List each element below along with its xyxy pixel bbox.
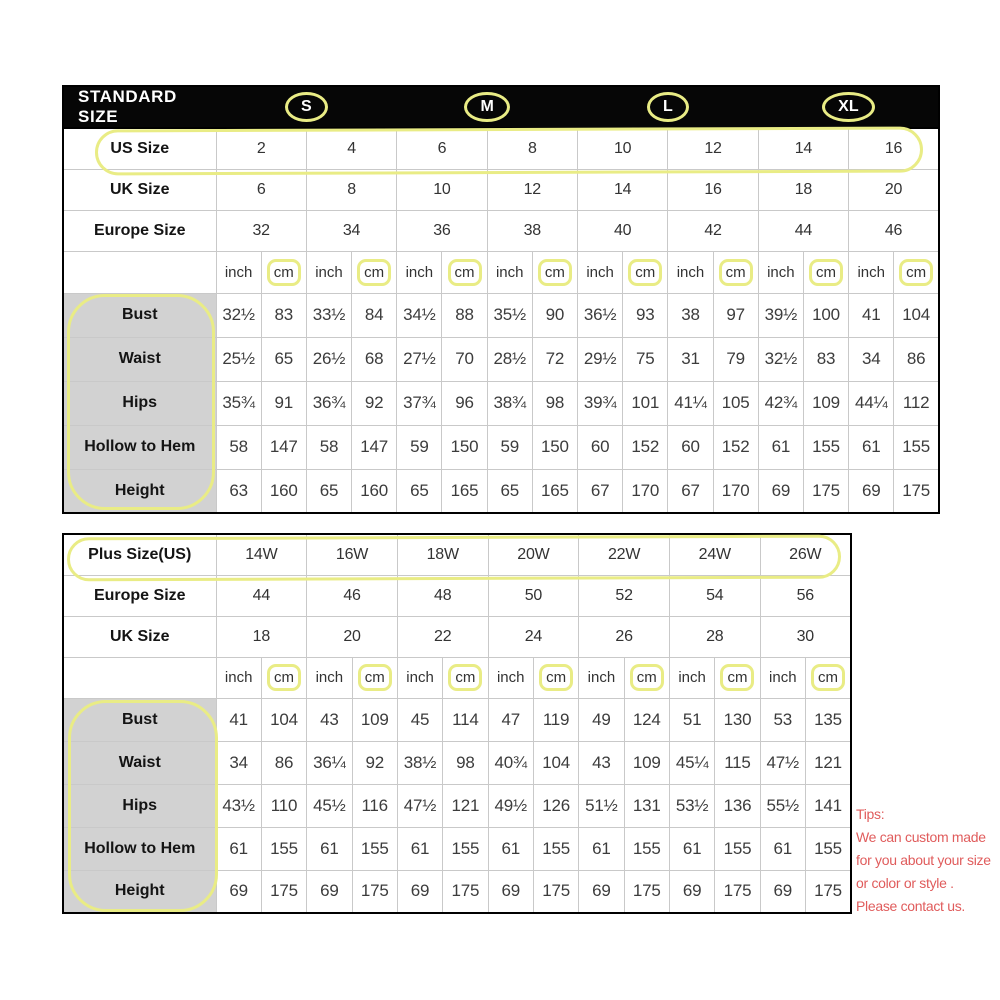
measure-value: 47	[488, 698, 533, 741]
cm-unit-cell	[533, 657, 578, 698]
measure-value: 36½	[578, 293, 623, 337]
measure-value: 121	[805, 741, 851, 784]
tips-line: Please contact us.	[856, 898, 965, 914]
measure-value: 175	[803, 469, 848, 513]
measure-value: 152	[713, 425, 758, 469]
standard-size-title: STANDARD SIZE	[63, 86, 216, 128]
measure-value: 37¾	[397, 381, 442, 425]
measure-value: 115	[715, 741, 760, 784]
size-value: 22	[397, 616, 488, 657]
measure-value: 61	[849, 425, 894, 469]
measure-value: 69	[579, 870, 624, 913]
unit-row-label	[63, 657, 216, 698]
measure-value: 91	[261, 381, 306, 425]
measure-value: 38½	[397, 741, 442, 784]
measure-row	[63, 741, 851, 784]
size-value: 42	[668, 210, 758, 251]
measure-value: 101	[623, 381, 668, 425]
measure-value: 126	[533, 784, 578, 827]
size-row-label: Europe Size	[63, 575, 216, 616]
size-value: 46	[849, 210, 939, 251]
measure-value: 51½	[579, 784, 624, 827]
measure-row-label: Bust	[63, 293, 216, 337]
size-value: 14	[758, 128, 848, 169]
size-value: 46	[307, 575, 398, 616]
measure-row	[63, 293, 939, 337]
measure-value: 116	[352, 784, 397, 827]
size-value: 18	[216, 616, 307, 657]
measure-row-label: Height	[63, 469, 216, 513]
measure-value: 44¼	[849, 381, 894, 425]
inch-unit-label: inch	[397, 657, 442, 698]
measure-value: 155	[443, 827, 488, 870]
measure-row-label: Height	[63, 870, 216, 913]
measure-value: 92	[352, 381, 397, 425]
measure-value: 155	[533, 827, 578, 870]
cm-unit-cell	[803, 251, 848, 293]
cm-unit-cell	[443, 657, 488, 698]
size-value: 10	[578, 128, 668, 169]
cm-unit-cell	[713, 251, 758, 293]
measure-value: 150	[532, 425, 577, 469]
measure-value: 155	[894, 425, 939, 469]
measure-row	[63, 784, 851, 827]
measure-value: 41¼	[668, 381, 713, 425]
inch-unit-label: inch	[579, 657, 624, 698]
size-xl-circle-annotation: XL	[822, 92, 874, 122]
measure-value: 27½	[397, 337, 442, 381]
size-group-m	[397, 86, 578, 128]
measure-value: 150	[442, 425, 487, 469]
tips-title: Tips:	[856, 806, 885, 822]
size-group-s	[216, 86, 397, 128]
measure-value: 61	[216, 827, 261, 870]
size-value: 8	[306, 169, 396, 210]
measure-value: 32½	[758, 337, 803, 381]
measure-row	[63, 337, 939, 381]
measure-value: 175	[805, 870, 851, 913]
cm-box-annotation: cm	[267, 259, 301, 286]
measure-value: 45	[397, 698, 442, 741]
size-value: 44	[216, 575, 307, 616]
size-row	[63, 128, 939, 169]
measure-value: 36¾	[306, 381, 351, 425]
cm-box-annotation: cm	[719, 259, 753, 286]
measure-value: 86	[894, 337, 939, 381]
size-value: 20W	[488, 534, 579, 575]
measure-value: 170	[713, 469, 758, 513]
measure-value: 32½	[216, 293, 261, 337]
size-row-label: UK Size	[63, 616, 216, 657]
cm-unit-cell	[715, 657, 760, 698]
measure-value: 38	[668, 293, 713, 337]
measure-value: 69	[397, 870, 442, 913]
cm-box-annotation: cm	[630, 664, 664, 691]
measure-value: 104	[533, 741, 578, 784]
size-value: 14W	[216, 534, 307, 575]
measure-value: 109	[624, 741, 669, 784]
tips-line: or color or style .	[856, 875, 954, 891]
size-value: 16W	[307, 534, 398, 575]
measure-value: 88	[442, 293, 487, 337]
measure-value: 131	[624, 784, 669, 827]
measure-value: 67	[668, 469, 713, 513]
standard-size-table	[62, 85, 940, 514]
size-row	[63, 534, 851, 575]
measure-value: 34	[216, 741, 261, 784]
inch-unit-label: inch	[216, 657, 261, 698]
measure-value: 41	[849, 293, 894, 337]
size-row-label: Plus Size(US)	[63, 534, 216, 575]
cm-unit-cell	[442, 251, 487, 293]
measure-value: 43	[579, 741, 624, 784]
inch-unit-label: inch	[669, 657, 714, 698]
measure-value: 152	[623, 425, 668, 469]
size-value: 24W	[669, 534, 760, 575]
measure-value: 42¾	[758, 381, 803, 425]
measure-value: 155	[805, 827, 851, 870]
measure-value: 165	[442, 469, 487, 513]
measure-value: 155	[352, 827, 397, 870]
measure-value: 124	[624, 698, 669, 741]
measure-value: 51	[669, 698, 714, 741]
measure-value: 83	[803, 337, 848, 381]
measure-value: 104	[261, 698, 306, 741]
inch-unit-label: inch	[216, 251, 261, 293]
measure-value: 60	[668, 425, 713, 469]
size-value: 20	[307, 616, 398, 657]
measure-value: 69	[849, 469, 894, 513]
measure-value: 35½	[487, 293, 532, 337]
measure-value: 65	[261, 337, 306, 381]
measure-value: 49½	[488, 784, 533, 827]
measure-value: 90	[532, 293, 577, 337]
measure-value: 98	[443, 741, 488, 784]
measure-row	[63, 469, 939, 513]
size-value: 54	[669, 575, 760, 616]
measure-value: 175	[533, 870, 578, 913]
measure-value: 59	[397, 425, 442, 469]
plus-size-table	[62, 533, 852, 914]
size-value: 12	[668, 128, 758, 169]
measure-value: 35¾	[216, 381, 261, 425]
measure-value: 100	[803, 293, 848, 337]
inch-unit-label: inch	[760, 657, 805, 698]
measure-value: 136	[715, 784, 760, 827]
measure-value: 34	[849, 337, 894, 381]
measure-value: 69	[307, 870, 352, 913]
measure-value: 104	[894, 293, 939, 337]
measure-value: 69	[669, 870, 714, 913]
measure-value: 114	[443, 698, 488, 741]
measure-value: 43½	[216, 784, 261, 827]
size-l-circle-annotation: L	[647, 92, 689, 122]
measure-value: 70	[442, 337, 487, 381]
measure-row-label: Hollow to Hem	[63, 425, 216, 469]
size-value: 6	[397, 128, 487, 169]
measure-row	[63, 870, 851, 913]
measure-value: 45½	[307, 784, 352, 827]
size-value: 40	[578, 210, 668, 251]
measure-value: 75	[623, 337, 668, 381]
measure-row	[63, 827, 851, 870]
measure-row	[63, 381, 939, 425]
measure-row-label: Hollow to Hem	[63, 827, 216, 870]
unit-row-label	[63, 251, 216, 293]
measure-value: 65	[306, 469, 351, 513]
size-group-l	[578, 86, 759, 128]
cm-box-annotation: cm	[899, 259, 933, 286]
cm-box-annotation: cm	[809, 259, 843, 286]
measure-value: 79	[713, 337, 758, 381]
inch-unit-label: inch	[397, 251, 442, 293]
measure-row-label: Bust	[63, 698, 216, 741]
measure-value: 61	[397, 827, 442, 870]
measure-row-label: Waist	[63, 337, 216, 381]
size-value: 6	[216, 169, 306, 210]
measure-row-label: Hips	[63, 381, 216, 425]
size-value: 34	[306, 210, 396, 251]
measure-value: 147	[352, 425, 397, 469]
measure-value: 92	[352, 741, 397, 784]
measure-value: 39¾	[578, 381, 623, 425]
size-row-label: UK Size	[63, 169, 216, 210]
measure-value: 67	[578, 469, 623, 513]
measure-value: 110	[261, 784, 306, 827]
measure-value: 65	[487, 469, 532, 513]
tips-line: for you about your size	[856, 852, 991, 868]
inch-unit-label: inch	[578, 251, 623, 293]
size-row-label: Europe Size	[63, 210, 216, 251]
cm-box-annotation: cm	[448, 259, 482, 286]
measure-value: 63	[216, 469, 261, 513]
measure-value: 55½	[760, 784, 805, 827]
cm-box-annotation: cm	[720, 664, 754, 691]
unit-row	[63, 657, 851, 698]
size-value: 2	[216, 128, 306, 169]
measure-value: 147	[261, 425, 306, 469]
cm-unit-cell	[894, 251, 939, 293]
measure-value: 93	[623, 293, 668, 337]
measure-value: 28½	[487, 337, 532, 381]
size-value: 16	[849, 128, 939, 169]
inch-unit-label: inch	[488, 657, 533, 698]
size-value: 44	[758, 210, 848, 251]
measure-value: 61	[760, 827, 805, 870]
size-value: 20	[849, 169, 939, 210]
cm-box-annotation: cm	[448, 664, 482, 691]
size-value: 48	[397, 575, 488, 616]
size-m-circle-annotation: M	[464, 92, 509, 122]
measure-value: 47½	[397, 784, 442, 827]
measure-value: 53	[760, 698, 805, 741]
measure-value: 69	[760, 870, 805, 913]
size-value: 26	[579, 616, 670, 657]
measure-value: 155	[803, 425, 848, 469]
unit-row	[63, 251, 939, 293]
size-value: 4	[306, 128, 396, 169]
size-value: 28	[669, 616, 760, 657]
cm-box-annotation: cm	[628, 259, 662, 286]
cm-box-annotation: cm	[358, 664, 392, 691]
size-value: 24	[488, 616, 579, 657]
size-value: 12	[487, 169, 577, 210]
measure-value: 39½	[758, 293, 803, 337]
measure-value: 49	[579, 698, 624, 741]
size-value: 14	[578, 169, 668, 210]
size-value: 32	[216, 210, 306, 251]
measure-value: 61	[758, 425, 803, 469]
size-value: 36	[397, 210, 487, 251]
measure-value: 59	[487, 425, 532, 469]
size-s-circle-annotation: S	[285, 92, 328, 122]
size-row	[63, 575, 851, 616]
size-value: 10	[397, 169, 487, 210]
cm-unit-cell	[352, 657, 397, 698]
measure-value: 38¾	[487, 381, 532, 425]
size-row-label: US Size	[63, 128, 216, 169]
measure-value: 155	[715, 827, 760, 870]
measure-value: 26½	[306, 337, 351, 381]
measure-row	[63, 698, 851, 741]
tips-line: We can custom made	[856, 829, 986, 845]
size-value: 50	[488, 575, 579, 616]
size-value: 18W	[397, 534, 488, 575]
size-row	[63, 169, 939, 210]
size-value: 56	[760, 575, 851, 616]
measure-value: 170	[623, 469, 668, 513]
measure-value: 130	[715, 698, 760, 741]
measure-value: 29½	[578, 337, 623, 381]
measure-value: 165	[532, 469, 577, 513]
measure-value: 97	[713, 293, 758, 337]
measure-row-label: Waist	[63, 741, 216, 784]
size-value: 38	[487, 210, 577, 251]
cm-unit-cell	[805, 657, 851, 698]
cm-unit-cell	[623, 251, 668, 293]
measure-value: 40¾	[488, 741, 533, 784]
cm-unit-cell	[261, 251, 306, 293]
measure-value: 84	[352, 293, 397, 337]
inch-unit-label: inch	[758, 251, 803, 293]
cm-unit-cell	[624, 657, 669, 698]
cm-unit-cell	[532, 251, 577, 293]
measure-value: 61	[669, 827, 714, 870]
measure-value: 61	[307, 827, 352, 870]
measure-value: 121	[443, 784, 488, 827]
measure-value: 105	[713, 381, 758, 425]
measure-value: 61	[488, 827, 533, 870]
size-value: 18	[758, 169, 848, 210]
measure-value: 68	[352, 337, 397, 381]
cm-box-annotation: cm	[811, 664, 845, 691]
size-group-xl	[758, 86, 939, 128]
measure-row-label: Hips	[63, 784, 216, 827]
size-row	[63, 616, 851, 657]
size-value: 30	[760, 616, 851, 657]
cm-unit-cell	[352, 251, 397, 293]
inch-unit-label: inch	[668, 251, 713, 293]
cm-box-annotation: cm	[539, 664, 573, 691]
size-value: 16	[668, 169, 758, 210]
cm-box-annotation: cm	[538, 259, 572, 286]
cm-unit-cell	[261, 657, 306, 698]
measure-value: 45¼	[669, 741, 714, 784]
measure-value: 69	[758, 469, 803, 513]
measure-value: 112	[894, 381, 939, 425]
measure-value: 175	[624, 870, 669, 913]
measure-value: 33½	[306, 293, 351, 337]
inch-unit-label: inch	[306, 251, 351, 293]
cm-box-annotation: cm	[357, 259, 391, 286]
measure-value: 98	[532, 381, 577, 425]
measure-value: 160	[261, 469, 306, 513]
size-value: 52	[579, 575, 670, 616]
measure-value: 69	[488, 870, 533, 913]
measure-value: 86	[261, 741, 306, 784]
inch-unit-label: inch	[487, 251, 532, 293]
measure-value: 65	[397, 469, 442, 513]
measure-value: 61	[579, 827, 624, 870]
measure-value: 69	[216, 870, 261, 913]
measure-value: 34½	[397, 293, 442, 337]
measure-value: 175	[352, 870, 397, 913]
measure-value: 119	[533, 698, 578, 741]
measure-value: 175	[261, 870, 306, 913]
measure-value: 83	[261, 293, 306, 337]
measure-value: 36¼	[307, 741, 352, 784]
size-row	[63, 210, 939, 251]
measure-value: 135	[805, 698, 851, 741]
measure-value: 43	[307, 698, 352, 741]
measure-value: 160	[352, 469, 397, 513]
measure-value: 155	[624, 827, 669, 870]
measure-value: 109	[352, 698, 397, 741]
measure-value: 175	[443, 870, 488, 913]
cm-box-annotation: cm	[267, 664, 301, 691]
measure-value: 109	[803, 381, 848, 425]
standard-header-row	[63, 86, 939, 128]
measure-value: 25½	[216, 337, 261, 381]
measure-value: 31	[668, 337, 713, 381]
measure-value: 175	[715, 870, 760, 913]
measure-value: 155	[261, 827, 306, 870]
measure-value: 58	[216, 425, 261, 469]
measure-value: 47½	[760, 741, 805, 784]
inch-unit-label: inch	[849, 251, 894, 293]
measure-value: 141	[805, 784, 851, 827]
size-value: 26W	[760, 534, 851, 575]
measure-value: 96	[442, 381, 487, 425]
size-value: 8	[487, 128, 577, 169]
measure-value: 60	[578, 425, 623, 469]
measure-value: 41	[216, 698, 261, 741]
measure-row	[63, 425, 939, 469]
inch-unit-label: inch	[307, 657, 352, 698]
size-value: 22W	[579, 534, 670, 575]
measure-value: 72	[532, 337, 577, 381]
measure-value: 175	[894, 469, 939, 513]
tips-note	[856, 803, 991, 918]
measure-value: 58	[306, 425, 351, 469]
measure-value: 53½	[669, 784, 714, 827]
